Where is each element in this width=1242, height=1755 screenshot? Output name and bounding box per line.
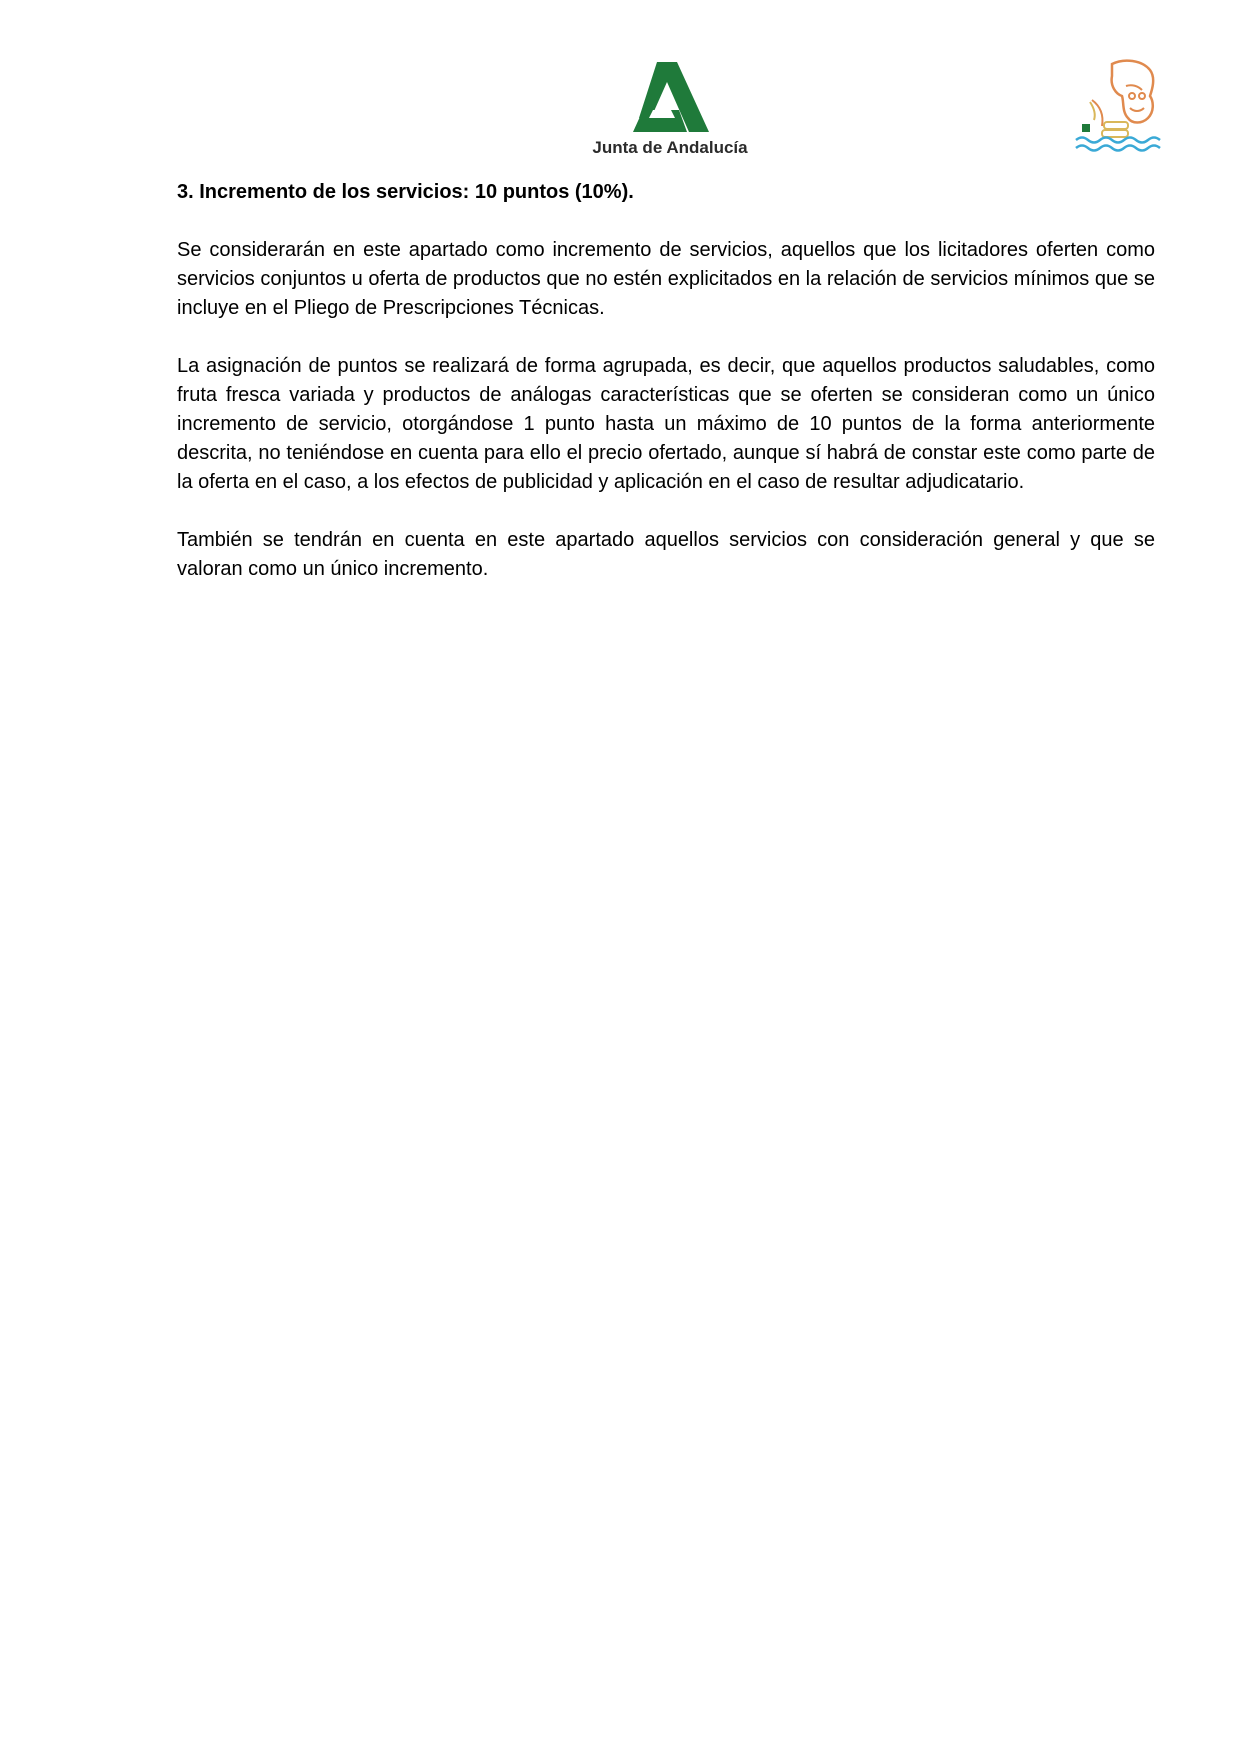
junta-de-andalucia-logo (580, 60, 760, 166)
school-emblem-logo (1072, 56, 1168, 166)
paragraph-2: La asignación de puntos se realizará de forma agrupada, es decir, que aquellos productos saludables, como fruta fresca variada y productos de análogas características que se oferten se consideran como un único incremento de servicio, otorgándose 1 punto hasta un máximo de 10 puntos de la forma anteriormente descrita, no teniéndose en cuenta para ello el precio ofertado, aunque sí habrá de constar este como parte de la oferta en el caso, a los efectos de publicidad y aplicación en el caso de resultar adjudicatario. (177, 355, 1155, 493)
junta-a-icon (629, 60, 711, 134)
section-heading: 3. Incremento de los servicios: 10 puntos (10%). (177, 181, 634, 203)
paragraph-3: También se tendrán en cuenta en este apartado aquellos servicios con consideración general y que se valoran como un único incremento. (177, 529, 1155, 580)
document-body (177, 178, 1155, 584)
logo-caption: Junta de Andalucía (592, 138, 748, 157)
writer-portrait-emblem-icon (1072, 56, 1168, 166)
paragraph-1: Se considerarán en este apartado como incremento de servicios, aquellos que los licitadores oferten como servicios conjuntos u oferta de productos que no estén explicitados en la relación de servicios mínimos que se incluye en el Pliego de Prescripciones Técnicas. (177, 239, 1155, 319)
